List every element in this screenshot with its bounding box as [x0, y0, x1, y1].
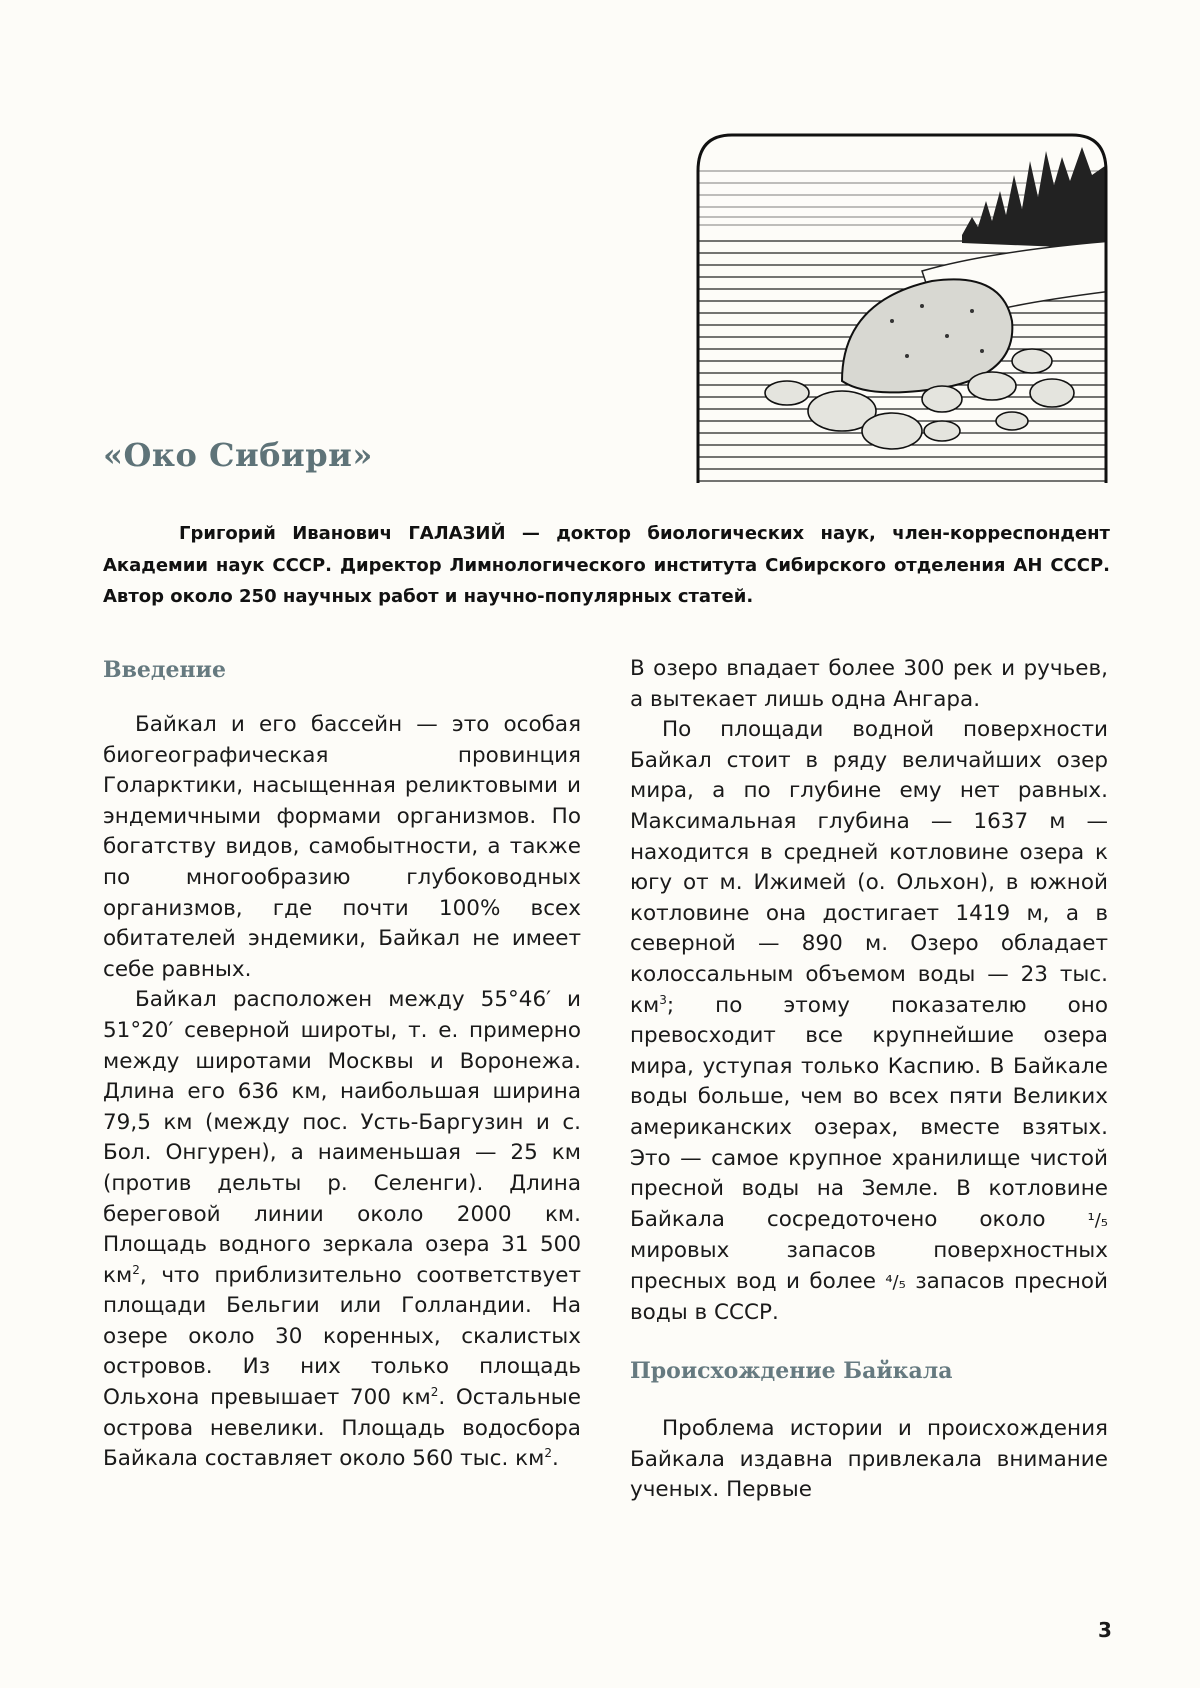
- section-heading-origin: Происхождение Байкала: [630, 1358, 953, 1385]
- text-run: .: [551, 1446, 559, 1472]
- text-run: мировых запасов поверхностных пресных вод и более: [630, 1238, 1108, 1294]
- superscript: 3: [659, 992, 667, 1007]
- paragraph-intro: Байкал и его бассейн — это особая биогеографическая провинция Голарктики, насыщенная реликтовыми и эндемичными формами организмов. По богатству видов, самобытности, а также по многообразию глубоководных организмов, где почти 100% всех обитателей эндемики, Байкал не имеет себе равных.: [103, 712, 581, 982]
- paragraph-geography: [103, 985, 581, 1475]
- right-column: [630, 654, 1108, 1506]
- text-run: . Остальные острова невелики. Площадь водосбора Байкала составляет около 560 тыс. км: [103, 1385, 581, 1472]
- fraction: ¹/₅: [1087, 1209, 1108, 1231]
- superscript: 2: [544, 1446, 552, 1461]
- text-run: , что приблизительно соответствует площади Бельгии или Голландии. На озере около 30 коренных, скалистых островов. Из них только площадь Ольхона превышает 700 км: [103, 1262, 581, 1411]
- paragraph-origin: Проблема истории и происхождения Байкала издавна привлекала внимание ученых. Первые: [630, 1416, 1108, 1503]
- text-run: Байкал расположен между 55°46′ и 51°20′ северной широты, т. е. примерно между широтами Москвы и Воронежа. Длина его 636 км, наибольшая ширина 79,5 км (между пос. Усть-Баргузин и с. Бол. Онгурен), а наименьшая — 25 км (против дельты р. Селенги). Длина береговой линии около 2000 км. Площадь водного зеркала озера 31 500 км: [103, 987, 581, 1288]
- fraction: ⁴/₅: [885, 1271, 906, 1293]
- text-run: запасов пресной воды в СССР.: [630, 1268, 1108, 1326]
- superscript: 2: [430, 1384, 439, 1399]
- paragraph-depth: [630, 715, 1108, 1329]
- author-bio: Григорий Иванович ГАЛАЗИЙ — доктор биологических наук, член-корреспондент Академии наук СССР. Директор Лимнологического института Сибирского отделения АН СССР. Автор около 250 научных работ и научно-популярных статей.: [103, 523, 1110, 607]
- page-number: 3: [1098, 1618, 1112, 1642]
- section-heading-introduction: Введение: [103, 657, 226, 683]
- text-run: ; по этому показателю оно превосходит все крупнейшие озера мира, уступая только Каспию. В Байкале воды больше, чем во всех пяти Великих американских озерах, вместе взятых. Это — самое крупное хранилище чистой пресной воды на Земле. В котловине Байкала сосредоточено около: [630, 992, 1108, 1232]
- left-column: [103, 655, 581, 1475]
- paragraph-rivers: В озеро впадает более 300 рек и ручьев, а вытекает лишь одна Ангара.: [630, 656, 1108, 712]
- article-title: «Око Сибири»: [103, 436, 373, 474]
- superscript: 2: [132, 1262, 140, 1277]
- lake-shore-illustration: [692, 131, 1112, 487]
- text-run: По площади водной поверхности Байкал стоит в ряду величайших озер мира, а по глубине ему нет равных. Максимальная глубина — 1637 м — находится в средней котловине озера к югу от м. Ижимей (о. Ольхон), в южной котловине она достигает 1419 м, а в северной — 890 м. Озеро обладает колоссальным объемом воды — 23 тыс. км: [630, 717, 1108, 1018]
